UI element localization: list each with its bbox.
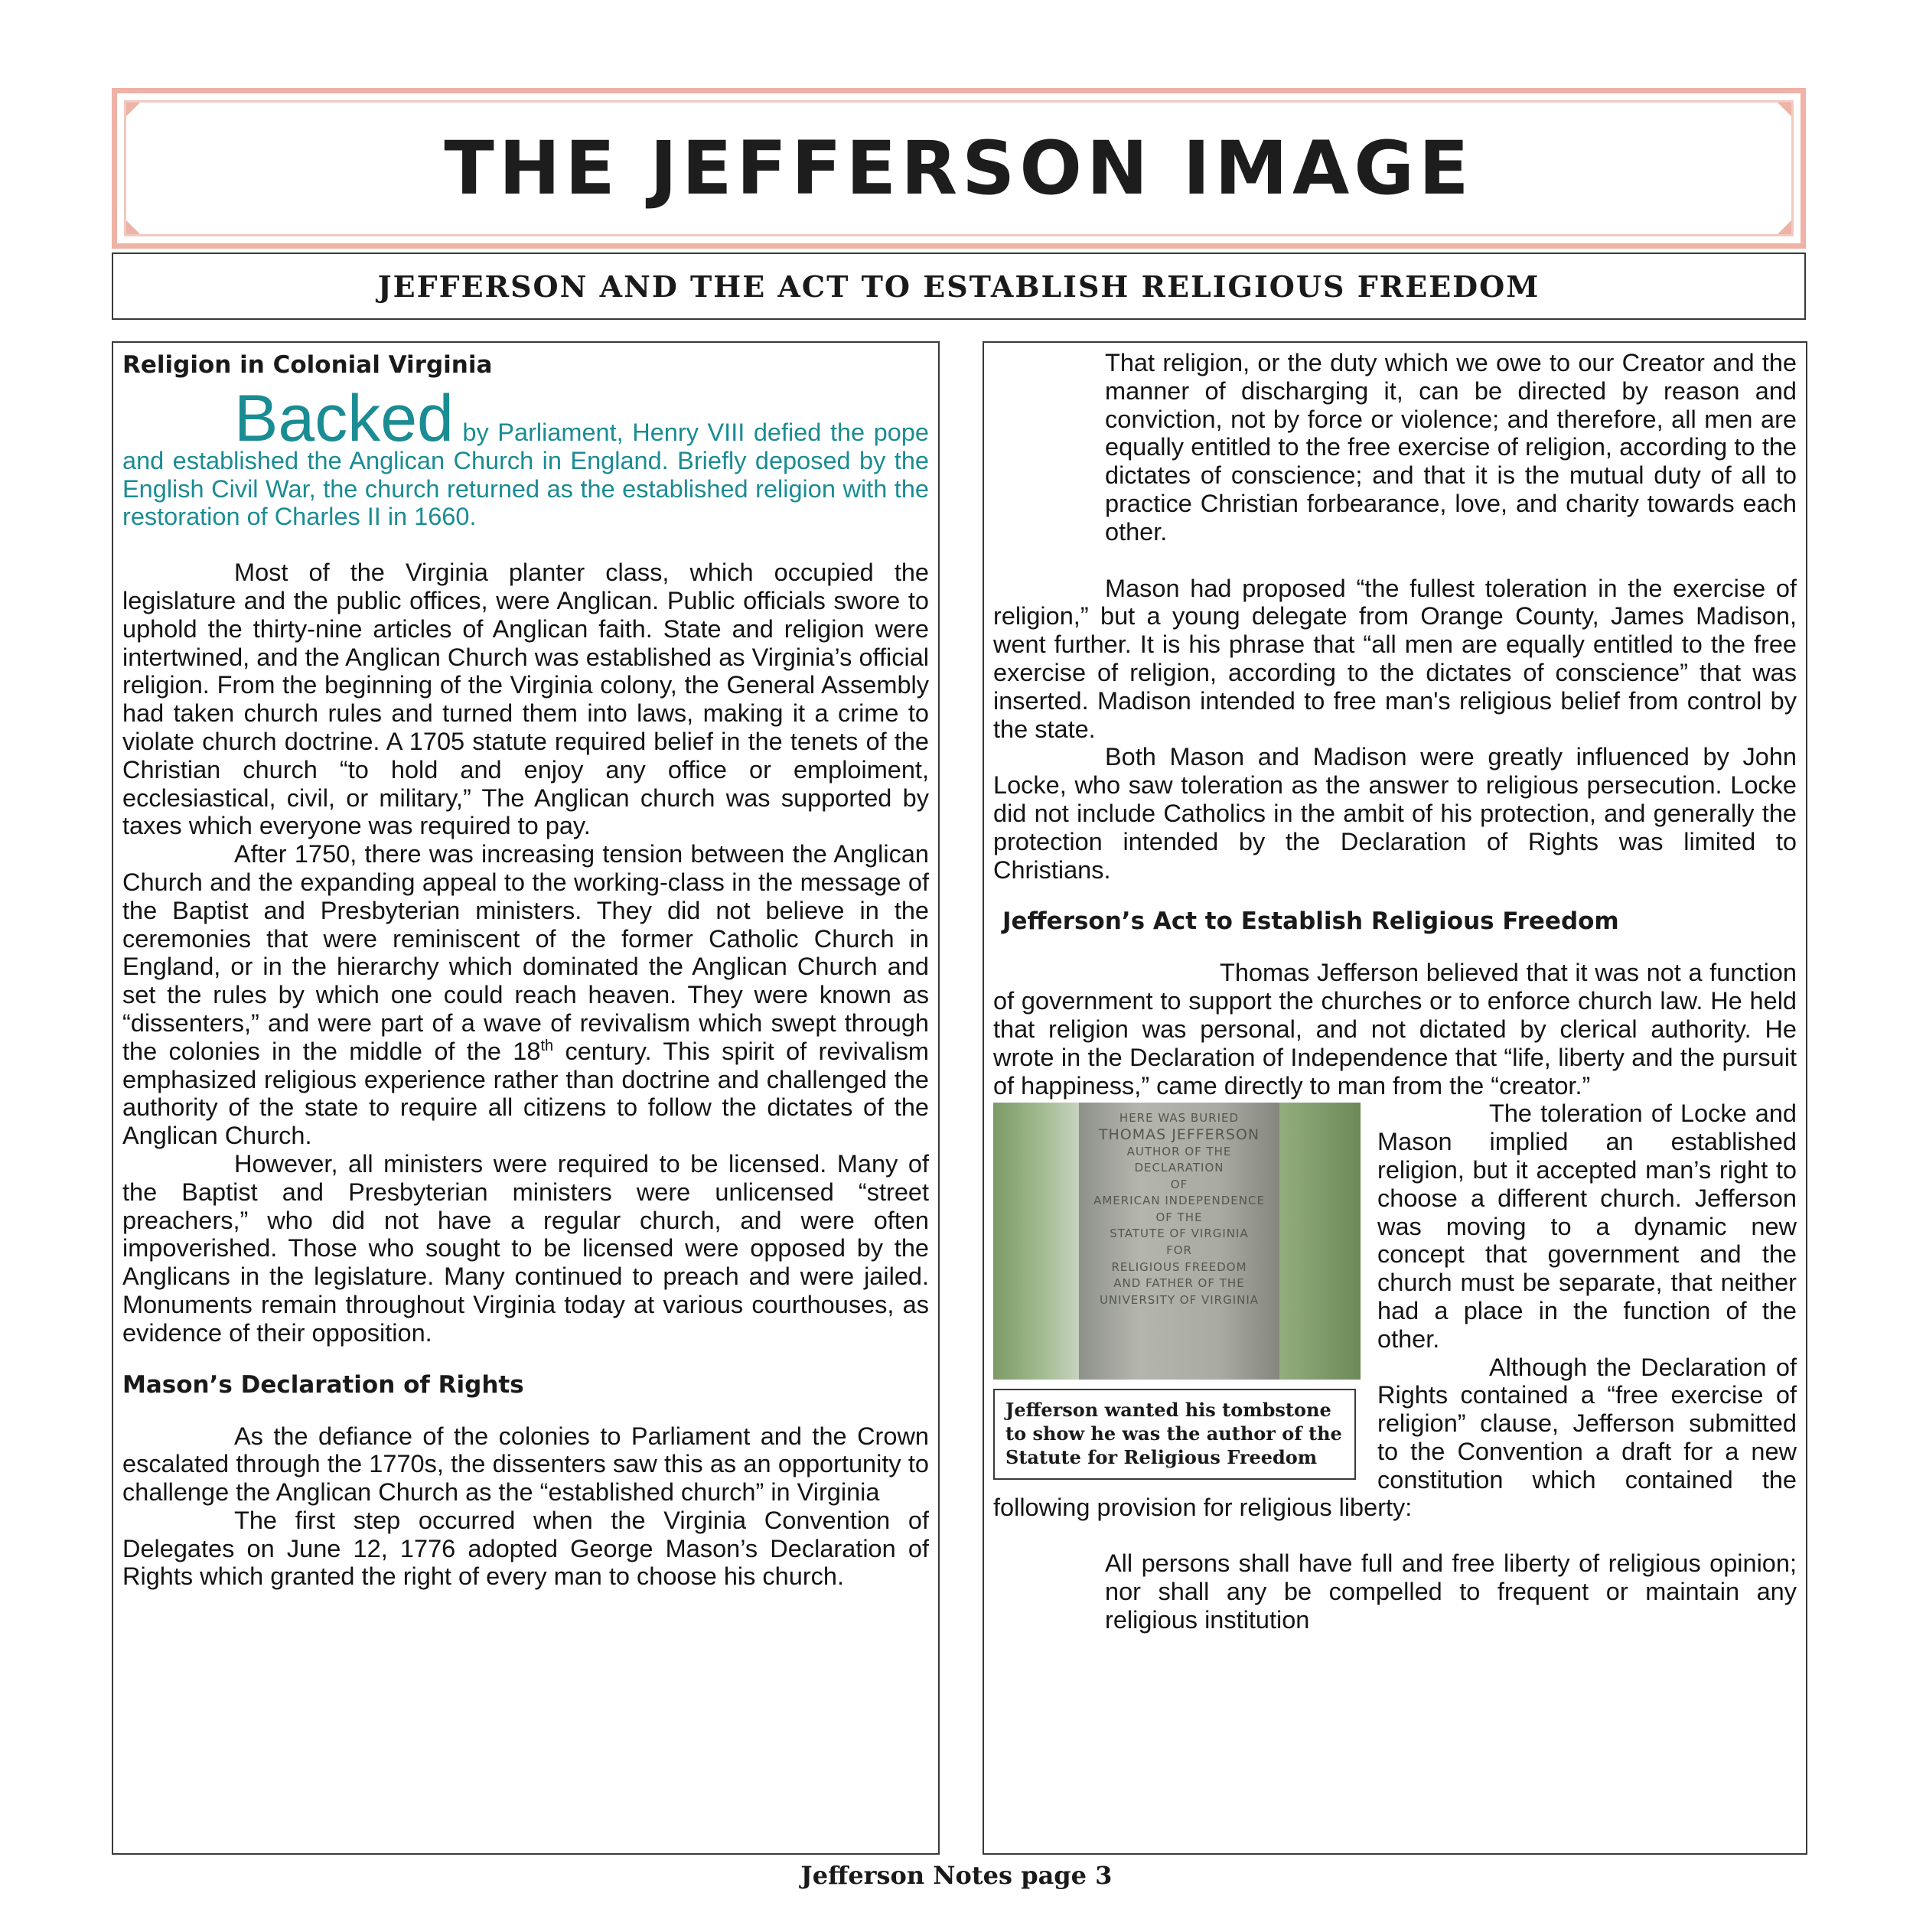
lead-paragraph [122,382,929,531]
left-column [112,341,940,1855]
inscription-line: AUTHOR OF THE [1126,1144,1232,1158]
paragraph-text: century. This spirit of revivalism emphasized religious experience rather than doctrine and challenged the authority of the state to require all citizens to follow the dictates of the Anglican Church. [122,1037,929,1150]
lead-text: by Parliament, Henry VIII defied the pope and established the Anglican Church in England. Briefly deposed by the English Civil War, the church returned as the established religion with the restoration of Charles II in 1660. [122,419,929,531]
masthead [112,88,1806,249]
right-column [983,341,1807,1855]
section-heading-mason-declaration: Mason’s Declaration of Rights [122,1370,524,1399]
drop-cap-word: Backed [234,382,454,455]
page-footer: Jefferson Notes page 3 [800,1861,1113,1890]
block-quote: That religion, or the duty which we owe to our Creator and the manner of discharging it, can be directed by reason and conviction, not by force or violence; and therefore, all men are equally entitled to the free exercise of religion, according to the dictates of conscience; and that it is the mutual duty of all to practice Christian forbearance, love, and charity towards each other. [1105,349,1797,546]
masthead-title: THE JEFFERSON IMAGE [444,125,1474,211]
tombstone-inscription [1079,1103,1279,1380]
inscription-line: HERE WAS BURIED [1119,1111,1240,1126]
section-heading-jefferson-act: Jefferson’s Act to Establish Religious Freedom [1002,907,1619,936]
inscription-line: DECLARATION [1134,1161,1224,1175]
paragraph: As the defiance of the colonies to Parliament and the Crown escalated through the 1770s, the dissenters saw this as an opportunity to challenge the Anglican Church as the “established church” in Virginia [122,1422,929,1507]
paragraph-text: Thomas Jefferson believed that it was not a function of government to support the churches or to enforce church law. He held that religion was personal, and not dictated by clerical authority. He wrote in the Declaration of Independence that “life, liberty and the pursuit of happiness,” came directly to man from the “creator.” [993,959,1797,1100]
paragraph: The toleration of Locke and Mason implied an established religion, but it accepted man’s right to choose a different church. Jefferson was moving to a dynamic new concept that government and the church must be separate, that neither had a place in the function of the other. [1377,1100,1797,1353]
paragraph-text: After 1750, there was increasing tension between the Anglican Church and the expanding appeal to the working-class in the message of the Baptist and Presbyterian ministers. They did not believe in the ceremonies that were reminiscent of the former Catholic Church in England, or in the hierarchy which dominated the Anglican Church and set the rules by which one could reach heaven. They were known as “dissenters,” and were part of a wave of revivalism which swept through the colonies in the middle of the 18 [122,840,929,1065]
paragraph: However, all ministers were required to be licensed. Many of the Baptist and Presbyterian ministers were unlicensed “street preachers,” who did not have a regular church, and were often impoverished. Those who sought to be licensed were opposed by the Anglicans in the legislature. Many continued to preach and were jailed. Monuments remain throughout Virginia today at various courthouses, as evidence of their opposition. [122,1149,929,1347]
tombstone-photo [993,1103,1361,1380]
paragraph [993,959,1797,1100]
photo-caption: Jefferson wanted his tombstone to show he was the author of the Statute for Religious Freedom [993,1389,1356,1480]
section-heading-colonial-religion: Religion in Colonial Virginia [122,351,493,379]
inscription-line: FOR [1166,1243,1192,1258]
paragraph: Both Mason and Madison were greatly influenced by John Locke, who saw toleration as the answer to religious persecution. Locke did not include Catholics in the ambit of his protection, and generally the protection intended by the Declaration of Rights was limited to Christians. [993,743,1797,884]
paragraph: Mason had proposed “the fullest toleration in the exercise of religion,” but a young delegate from Orange County, James Madison, went further. It is his phrase that “all men are equally entitled to the free exercise of religion, according to the dictates of conscience” that was inserted. Madison intended to free man's religious belief from control by the state. [993,574,1797,743]
paragraph [122,840,929,1150]
inscription-line: AND FATHER OF THE [1113,1276,1245,1291]
inscription-line: OF [1170,1177,1188,1191]
block-quote: All persons shall have full and free liberty of religious opinion; nor shall any be compelled to frequent or maintain any religious institution [1105,1549,1797,1634]
paragraph: Although the Declaration of Rights contained a “free exercise of religion” clause, Jefferson submitted to the Convention a draft for a new constitution which contained the following provision for religious liberty: [993,1353,1797,1522]
paragraph: The first step occurred when the Virginia Convention of Delegates on June 12, 1776 adopted George Mason’s Declaration of Rights which granted the right of every man to choose his church. [122,1506,929,1591]
tombstone-figure [993,1103,1367,1480]
inscription-line: THOMAS JEFFERSON [1098,1126,1260,1143]
article-title-box [112,252,1806,320]
paragraph: Most of the Virginia planter class, which occupied the legislature and the public offices, were Anglican. Public officials swore to uphold the thirty-nine articles of Anglican faith. State and religion were intertwined, and the Anglican Church was established as Virginia’s official religion. From the beginning of the Virginia colony, the General Assembly had taken church rules and turned them into laws, making it a crime to violate church doctrine. A 1705 statute required belief in the tenets of the Christian church “to hold and enjoy any office or emploiment, ecclesiastical, civil, or military,” The Anglican church was supported by taxes which everyone was required to pay. [122,559,929,840]
inscription-line: AMERICAN INDEPENDENCE [1093,1194,1265,1208]
corner-ornament [1778,220,1791,234]
corner-ornament [1778,103,1791,116]
inscription-line: RELIGIOUS FREEDOM [1111,1259,1247,1274]
superscript: th [540,1037,554,1054]
article-title: JEFFERSON AND THE ACT TO ESTABLISH RELIGIOUS FREEDOM [377,269,1540,304]
inscription-line: OF THE [1155,1210,1203,1224]
inscription-line: UNIVERSITY OF VIRGINIA [1099,1292,1260,1307]
corner-ornament [126,103,140,116]
corner-ornament [126,220,140,234]
inscription-line: STATUTE OF VIRGINIA [1110,1227,1249,1241]
